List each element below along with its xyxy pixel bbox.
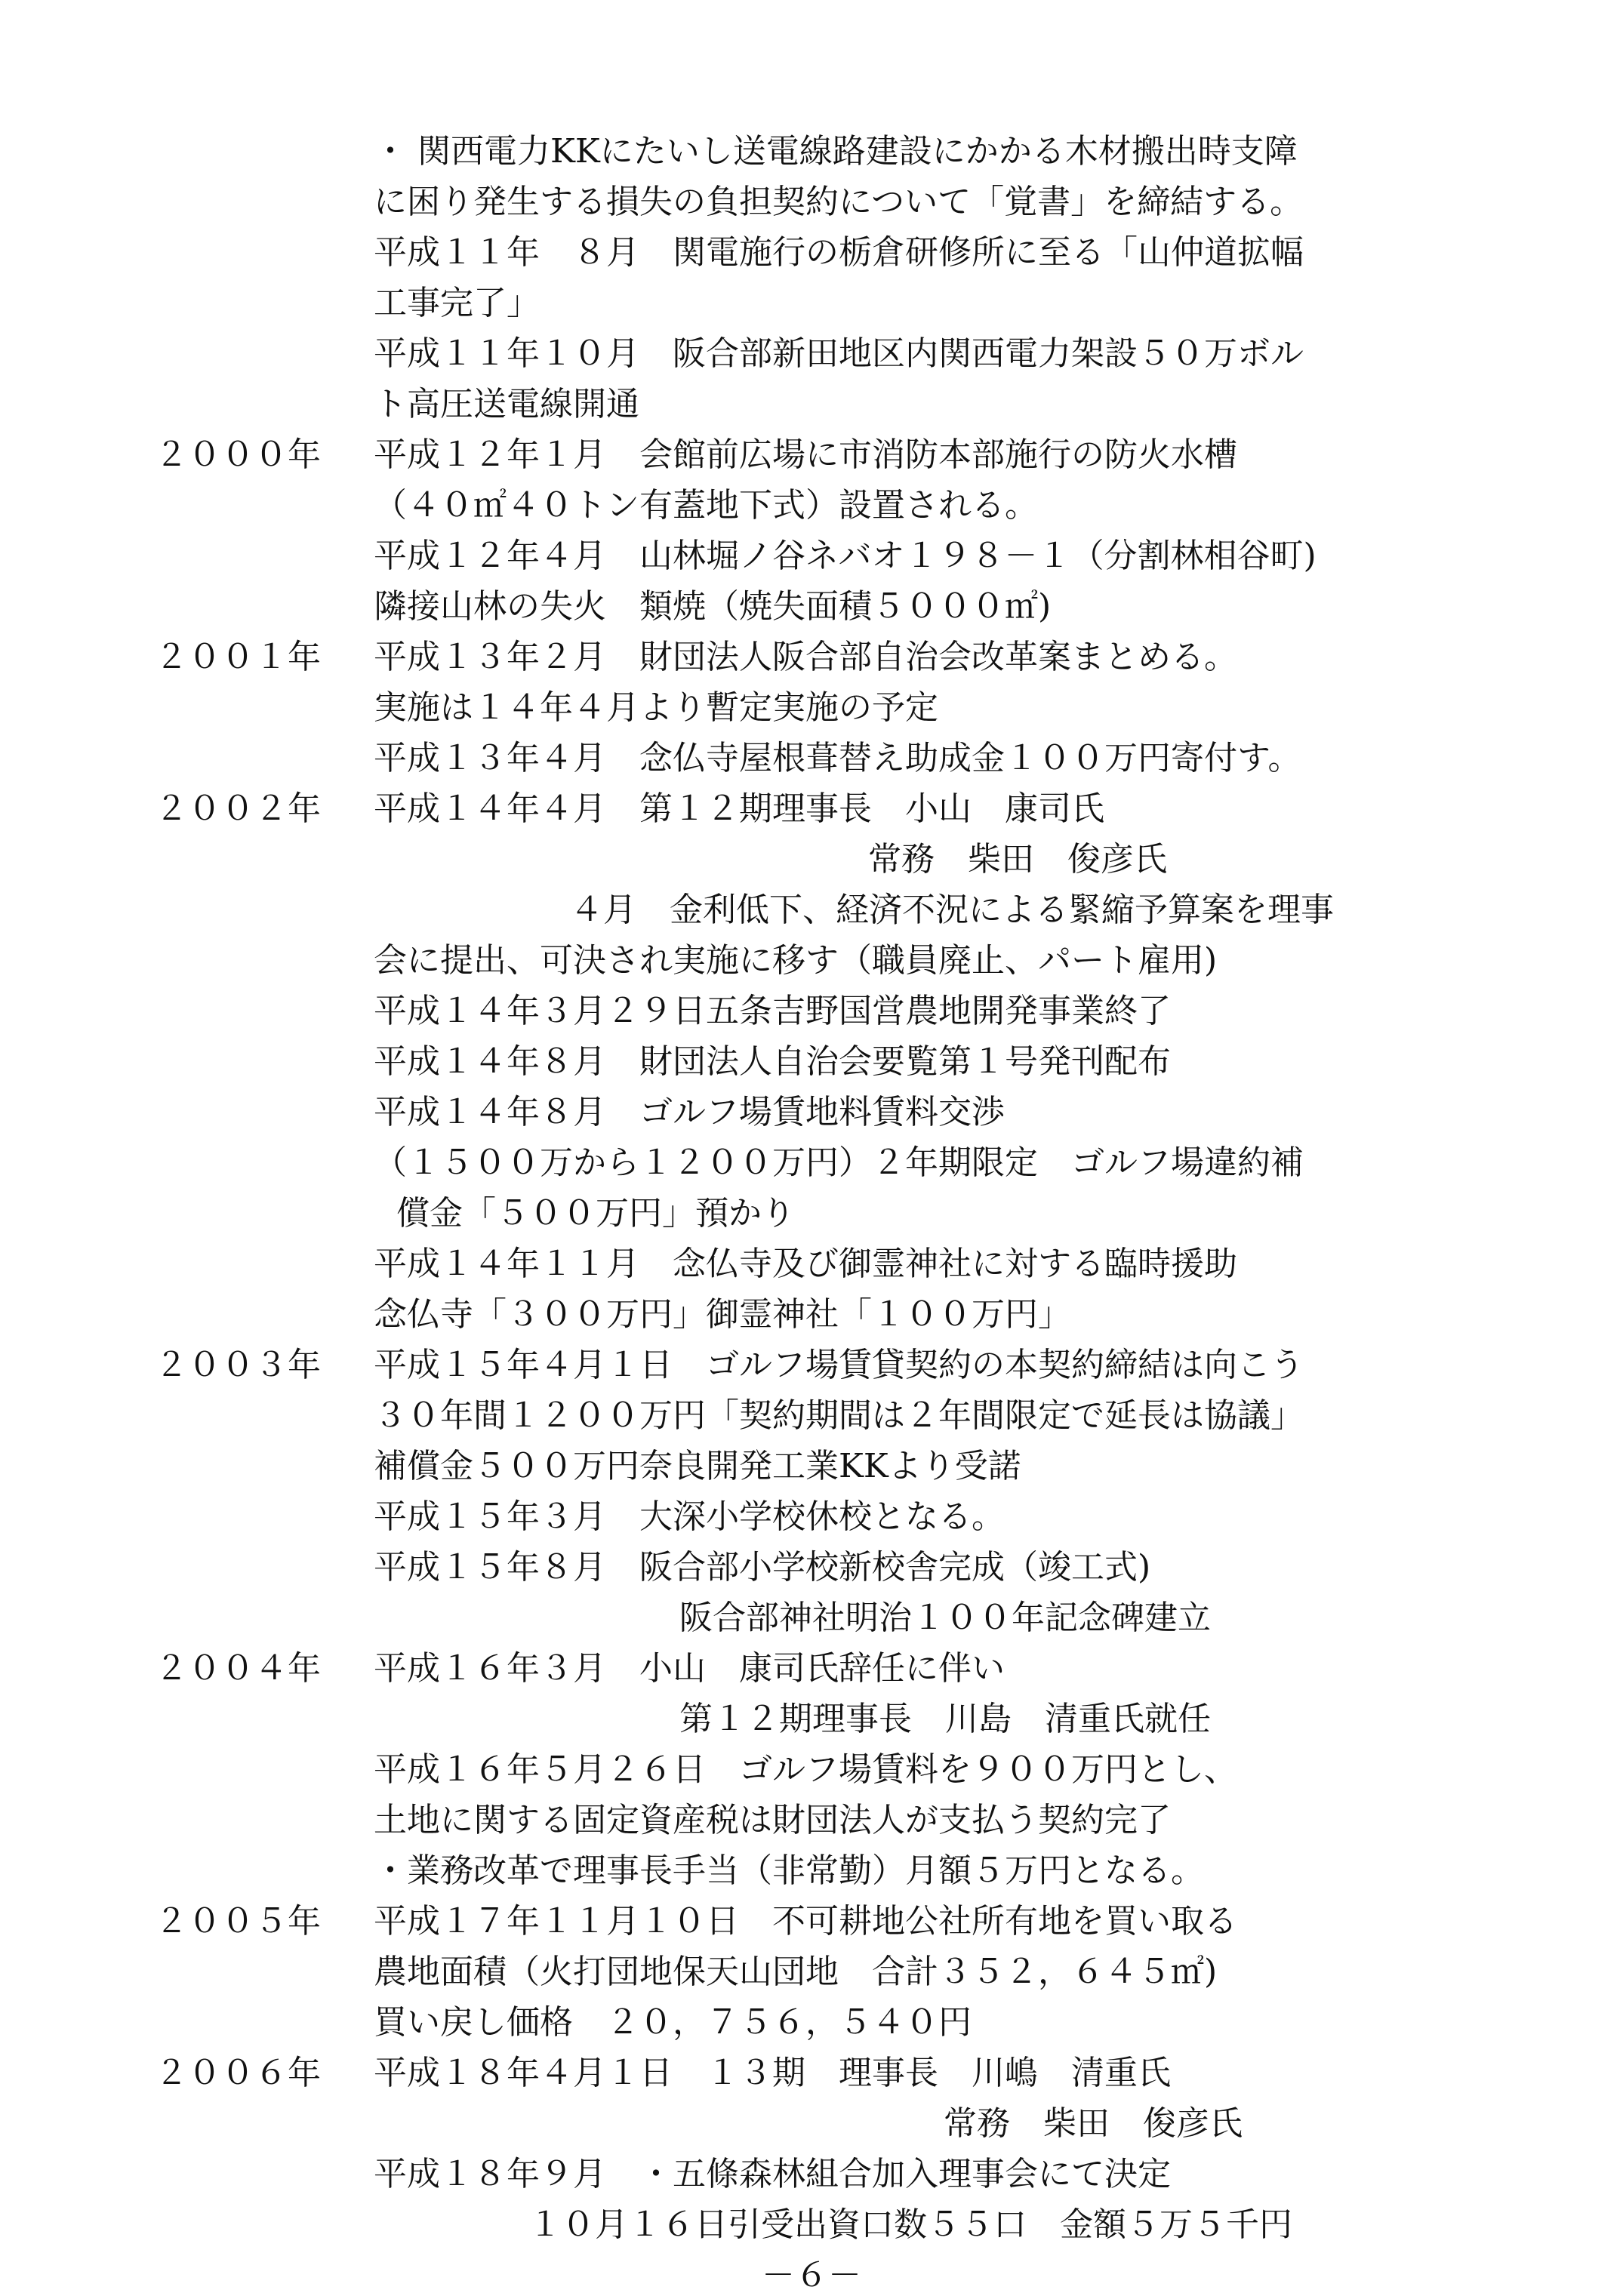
text-line: 平成１５年３月 大深小学校休校となる。 xyxy=(374,1497,1005,1536)
text-line: （４０㎡４０トン有蓋地下式）設置される。 xyxy=(374,486,1038,525)
text-line: 平成１２年４月 山林堀ノ谷ネバオ１９８－１（分割林相谷町) xyxy=(374,537,1317,575)
text-line: 償金「５００万円」預かり xyxy=(396,1194,795,1233)
text-line: 買い戻し価格 ２０，７５６，５４０円 xyxy=(374,2003,972,2042)
text-line: 常務 柴田 俊彦氏 xyxy=(868,840,1167,879)
year-label: ２００１年 xyxy=(155,638,321,676)
text-line: 平成１６年３月 小山 康司氏辞任に伴い xyxy=(374,1649,1005,1688)
text-line: 平成１３年４月 念仏寺屋根葺替え助成金１００万円寄付す。 xyxy=(374,739,1301,777)
text-line: ・ 関西電力KKにたいし送電線路建設にかかる木材搬出時支障 xyxy=(374,132,1298,171)
text-line: 平成１４年４月 第１２期理事長 小山 康司氏 xyxy=(374,789,1104,828)
text-line: 第１２期理事長 川島 清重氏就任 xyxy=(679,1700,1211,1738)
text-line: 平成１５年８月 阪合部小学校新校舎完成（竣工式) xyxy=(374,1548,1151,1587)
text-line: （１５００万から１２００万円）２年期限定 ゴルフ場違約補 xyxy=(374,1143,1304,1182)
text-line: 土地に関する固定資産税は財団法人が支払う契約完了 xyxy=(374,1801,1171,1839)
text-line: １０月１６日引受出資口数５５口 金額５万５千円 xyxy=(528,2205,1292,2244)
text-line: 平成１８年９月 ・五條森林組合加入理事会にて決定 xyxy=(374,2155,1171,2193)
text-line: 平成１７年１１月１０日 不可耕地公社所有地を買い取る xyxy=(374,1902,1237,1941)
text-line: 平成１４年８月 財団法人自治会要覧第１号発刊配布 xyxy=(374,1042,1171,1081)
text-line: 会に提出、可決され実施に移す（職員廃止、パート雇用) xyxy=(374,941,1218,980)
text-line: 隣接山林の失火 類焼（焼失面積５０００㎡) xyxy=(374,587,1052,626)
year-label: ２００３年 xyxy=(155,1346,321,1384)
text-line: 平成１３年２月 財団法人阪合部自治会改革案まとめる。 xyxy=(374,638,1237,676)
text-line: に困り発生する損失の負担契約について「覚書」を締結する。 xyxy=(374,183,1304,221)
text-line: 阪合部神社明治１００年記念碑建立 xyxy=(679,1599,1211,1637)
text-line: 農地面積（火打団地保天山団地 合計３５２，６４５㎡) xyxy=(374,1953,1218,1991)
year-label: ２００２年 xyxy=(155,789,321,828)
text-line: 平成１１年 ８月 関電施行の栃倉研修所に至る「山仲道拡幅 xyxy=(374,233,1304,272)
text-line: 平成１８年４月１日 １３期 理事長 川嶋 清重氏 xyxy=(374,2054,1171,2092)
text-line: 平成１４年１１月 念仏寺及び御霊神社に対する臨時援助 xyxy=(374,1245,1237,1283)
year-label: ２０００年 xyxy=(155,436,321,474)
text-line: ４月 金利低下、経済不況による緊縮予算案を理事 xyxy=(570,891,1334,929)
year-label: ２００６年 xyxy=(155,2054,321,2092)
text-line: 実施は１４年４月より暫定実施の予定 xyxy=(374,688,938,727)
year-label: ２００５年 xyxy=(155,1902,321,1941)
text-line: 平成１４年８月 ゴルフ場賃地料賃料交渉 xyxy=(374,1093,1005,1131)
text-line: 平成１４年３月２９日五条吉野国営農地開発事業終了 xyxy=(374,992,1171,1030)
text-line: 平成１６年５月２６日 ゴルフ場賃料を９００万円とし、 xyxy=(374,1750,1237,1789)
text-line: 平成１１年１０月 阪合部新田地区内関西電力架設５０万ボル xyxy=(374,334,1304,373)
text-line: 補償金５００万円奈良開発工業KKより受諾 xyxy=(374,1447,1021,1485)
text-line: ト高圧送電線開通 xyxy=(374,385,639,423)
text-line: 平成１５年４月１日 ゴルフ場賃貸契約の本契約締結は向こう xyxy=(374,1346,1304,1384)
text-line: ３０年間１２００万円「契約期間は２年間限定で延長は協議」 xyxy=(374,1396,1304,1435)
text-line: ・業務改革で理事長手当（非常勤）月額５万円となる。 xyxy=(374,1851,1204,1890)
text-line: 工事完了」 xyxy=(374,284,540,322)
text-line: 念仏寺「３００万円」御霊神社「１００万円」 xyxy=(374,1295,1071,1334)
year-label: ２００４年 xyxy=(155,1649,321,1688)
text-line: 平成１２年１月 会館前広場に市消防本部施行の防火水槽 xyxy=(374,436,1237,474)
text-line: 常務 柴田 俊彦氏 xyxy=(944,2104,1243,2143)
page-number: －６－ xyxy=(762,2256,861,2294)
